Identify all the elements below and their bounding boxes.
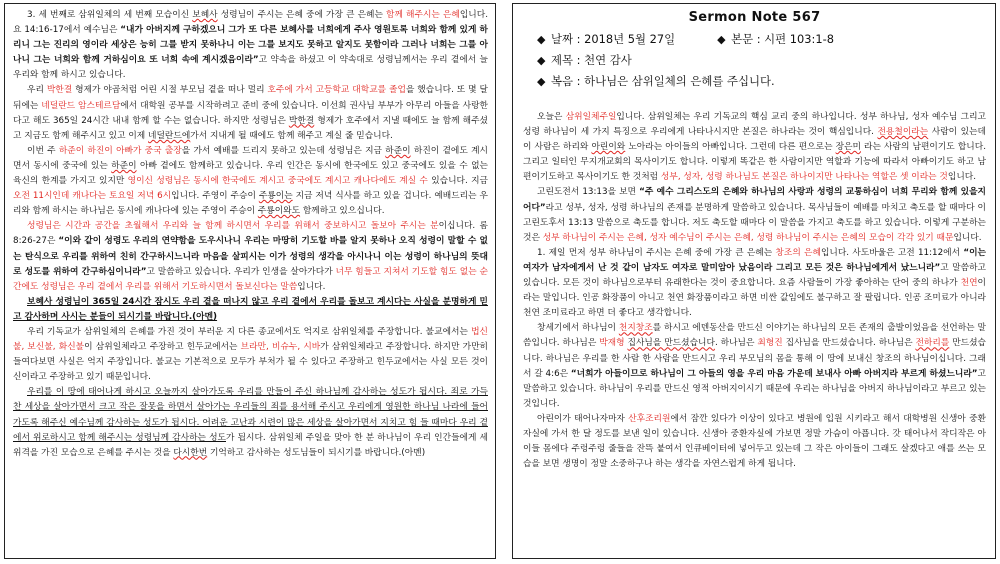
text-run: 이 삼위일체라고 주장하고 힌두교에서는 xyxy=(84,342,241,353)
text-run: 입니다. 사도바울은 고전 11:12에서 xyxy=(820,247,964,258)
sermon-paragraph xyxy=(523,185,986,245)
text-run: 3. 세 번째로 삼위일체의 세 번째 모습이신 xyxy=(27,10,193,20)
text-run: “내가 아버지께 구하겠으니 그가 또 다른 보혜사를 너희에게 주사 영원토록 너희와 함께 있게 하리니 그는 진리의 영이라 세상은 능히 그를 받지 못하나니 이는 그를 보지도 못하고 알지도 못함이라 그러나 너희는 그를 아나니 그는 너희와 함께 거하심이요 또 너희 속에 계시겠음이라” xyxy=(13,25,488,66)
sermon-page-left xyxy=(4,3,496,559)
text-run: 를 하시고 에덴동산을 만드신 이야기는 하나님의 모든 존재의 출발이었음을 선언하는 말씀입니다. 하나님은 xyxy=(523,323,986,349)
text-run: 입니다. xyxy=(953,232,982,243)
text-run: 입니다. 요 14:16-17에서 예수님은 xyxy=(13,10,488,36)
diamond-bullet-icon: ◆ xyxy=(717,33,726,46)
text-run: 형제가 야곱처럼 어린 시절 부모님 곁을 떠나 멀리 xyxy=(72,85,268,96)
text-run: 이번 주 xyxy=(27,145,59,156)
text-run: 함께하고 있으십니다. xyxy=(300,206,385,217)
text-run: 형제가 호주에서 지낼 때에도 늘 함께 해주셨고 지금도 함께 해주시고 있고 이제 xyxy=(13,115,488,141)
text-run: 에서 대학원 공부를 시작하려고 준비 중에 있습니다. 이선희 권사님 부부가 아무리 아들을 사랑한다고 해도 365일 24시간 내내 함께 할 수는 없습니다. 하지만 성령님은 xyxy=(13,100,488,126)
text-run: 을 했습니다. 또 몇 달 뒤에는 xyxy=(13,85,488,111)
text-run: 보혜사 성령님이 365일 24시간 잠시도 우리 곁을 떠나지 않고 우리 곁에서 우리를 돌보고 계시다는 사실을 분명하게 믿고 감사하며 사시는 분들이 되시기를 바랍니다.(아멘) xyxy=(13,296,488,322)
text-run: 성령님은 시간과 공간을 초월해서 우리와 늘 함께 하시면서 우리를 위해서 중보하시고 돌보아 주시는 분 xyxy=(27,221,439,232)
text-run: 집사님을 만드셨습니다 xyxy=(627,338,715,349)
text-run: 하준이 하진이 아빠가 중국 출장 xyxy=(58,145,182,156)
text-run: 있습니다. 지금 xyxy=(427,176,488,187)
sermon-body-right xyxy=(523,110,986,472)
sermon-paragraph xyxy=(13,8,488,83)
diamond-bullet-icon: ◆ xyxy=(537,75,546,88)
text-run: 주룡이는 xyxy=(258,191,293,202)
diamond-bullet-icon: ◆ xyxy=(537,54,546,67)
text-run: “주 예수 그리스도의 은혜와 하나님의 사랑과 성령의 교통하심이 너희 무리와 함께 있을지어다” xyxy=(523,187,986,213)
text-run: 우리 xyxy=(27,85,47,96)
sermon-paragraph xyxy=(523,321,986,412)
sermon-paragraph xyxy=(523,412,986,472)
text-run: 최형진 xyxy=(757,338,783,349)
text-run: 고린도전서 13:13을 보면 xyxy=(537,187,640,198)
text-run: 입니다. 주영이 주승이 xyxy=(171,191,259,202)
text-run: 을 가서 예배를 드리지 못하고 있는데 성령님은 지금 xyxy=(181,145,386,156)
text-run: “너희가 아들이므로 하나님이 그 아들의 영을 우리 마음 가운데 보내사 아빠 아버지라 부르게 하셨느니라” xyxy=(570,368,978,379)
sermon-paragraph xyxy=(13,83,488,143)
sermon-paragraph xyxy=(13,219,488,294)
text-run: 삼위일체주일 xyxy=(565,112,617,122)
text-run: 산후조리원 xyxy=(628,413,671,424)
text-run: 집사님을 만드셨습니다. 하나님은 xyxy=(782,338,916,349)
text-run: 법신불, 보신불, 화신불 xyxy=(13,326,488,353)
text-run: 브라만, 비슈누, 시바 xyxy=(240,342,321,353)
text-run: 창조의 은혜 xyxy=(775,247,821,258)
text-run: 우리 기독교가 삼위일체의 은혜를 가진 것이 부러운 지 다른 종교에서도 억지로 삼위일체를 주장합니다. 불교에서는 xyxy=(27,326,472,337)
text-run: 아린이와 xyxy=(591,142,626,153)
sermon-body-left xyxy=(13,8,488,461)
text-run: 가 됩시다. 삼위일체 주일을 맞아 한 분 하나님이 우리 인간들에게 세 위격을 가진 모습으로 은혜를 주시는 것을 xyxy=(13,432,488,458)
diamond-bullet-icon: ◆ xyxy=(537,33,546,46)
text-run: 사람이 있는데 이 사람은 하리와 xyxy=(523,127,986,153)
text-run: 성부 하나님이 주시는 은혜, 성자 예수님이 주시는 은혜, 성령 하나님이 주시는 은혜의 모습이 각각 있기 때문 xyxy=(542,232,954,243)
text-run: 라고 성부, 성자, 성령 하나님의 존재를 분명하게 말씀하고 있습니다. 목사님들이 예배를 마치고 축도를 할 때마다 이 고린도후서 13:13 말씀으로 축도를 합니다. 저도 축도할 때마다 이 말씀을 가지고 축도를 하고 있습니다. 이렇게 구분하는 것은 xyxy=(523,202,986,243)
text-run: 영이신 성령님은 동시에 한국에도 계시고 중국에도 계시고 캐나다에도 계실 수 xyxy=(127,176,428,187)
sermon-title: Sermon Note 567 xyxy=(688,10,821,25)
text-run: 너무 힘들고 지쳐서 기도할 힘도 없는 순간에도 성령님은 우리 곁에서 우리를 위해서 기도하시면서 돌보신다는 말씀 xyxy=(13,266,488,292)
text-run: 박한결 xyxy=(288,115,315,126)
sermon-meta-row-1 xyxy=(537,29,986,50)
sermon-paragraph xyxy=(13,385,488,460)
text-run: 이라는 말입니다. 인공 화장품이 아니고 천연 화장품이라고 하면 비싼 값임에도 불구하고 잘 팔립니다. 인공 조미료가 아니라 천연 조미료라고 하면 더 좋다고 생각합니다. xyxy=(523,278,986,319)
sermon-meta-row-3 xyxy=(537,71,986,92)
text-run: 고 말씀하고 있습니다. 모든 것이 하나님으로부터 유래한다는 것이 중요합니다. 요즘 사람들이 가장 좋아하는 단어 중의 하나가 xyxy=(523,262,986,289)
text-run: 네덜란드 암스테르담 xyxy=(41,100,121,111)
text-run: 고 약속을 하셨고 이 약속대로 성령님께서는 우리 곁에서 늘 우리와 함께 하시고 있습니다. xyxy=(13,55,488,81)
text-run: 하준이 xyxy=(385,145,411,156)
text-run: 우리를 이 땅에 태어나게 하시고 오늘까지 살아가도록 우리를 만들어 주신 하나님께 감사하는 성도가 됩시다. 죄로 가득 찬 세상을 살아가면서 크고 작은 잘못을 하면서 살아가는 우리들의 죄를 용서해 주시고 우리에게 영원한 하나님 나라에 들어가도록 해주신 예수님께 감사하는 성도가 됩시다. 어려운 고난과 시련이 많은 세상을 살아가면서 지치고 힘 들 때마다 우리 곁에서 위로하시고 함께 해주시는 성령님께 감사하는 성도 xyxy=(13,387,488,443)
text-run: 전하리를 xyxy=(915,338,950,349)
text-run: 창세기에서 하나님이 xyxy=(537,323,619,334)
sermon-gospel: 복음 : 하나님은 삼위일체의 은혜를 주십니다. xyxy=(551,74,775,88)
text-run: 1. 제일 먼저 성부 하나님이 주시는 은혜 중에 가장 큰 은혜는 xyxy=(537,247,776,258)
sermon-paragraph xyxy=(523,246,986,321)
text-run: 아린이가 태어나자마자 xyxy=(537,413,629,424)
text-run: 가 삼위일체라고 주장합니다. 하지만 가만히 들여다보면 사실은 억지 주장입니다. 불교는 기본적으로 모두가 부처가 될 수 있다고 주장하고 힌두교에서는 사실 모든 것이 신이라고 주장하고 있기 때문입니다. xyxy=(13,342,488,383)
text-run: 천연 xyxy=(960,278,978,289)
text-run: 노아라는 아이들의 아빠입니다. 그런데 다른 편으로는 xyxy=(625,142,836,153)
text-run: 오늘은 xyxy=(537,112,566,122)
sermon-date: 날짜 : 2018년 5월 27일 xyxy=(551,32,676,46)
text-run: . 하나님은 xyxy=(714,338,758,349)
text-run: “이는 여자가 남자에게서 난 것 같이 남자도 여자로 말미암아 났음이라 그리고 모든 것은 하나님에게서 났느니라” xyxy=(523,247,986,273)
text-run: 입니다. 삼위일체는 우리 기독교의 핵심 교리 중의 하나입니다. 성부 하나님, 성자 예수님 그리고 성령 하나님이 세 가지 특징으로 우리에게 나타나시지만 본질은 하나라는 것이 핵심입니다. xyxy=(523,112,986,138)
text-run: 가서 지내게 될 때에도 함께 해주고 계실 줄 믿습니다. xyxy=(190,130,393,141)
sermon-page-right xyxy=(512,3,996,559)
text-run: 천지창조 xyxy=(618,323,653,334)
sermon-paragraph xyxy=(13,295,488,325)
text-run: 에서 잠깐 있다가 이상이 있다고 병원에 입원 시키라고 해서 대학병원 신생아 중환자실에 가서 한 달 정도를 보낸 일이 있습니다. 신생아 중환자실에 가보면 정말 가슴이 아픕니다. 갓 태어나서 작디작은 아이들 몸에다 주렁주렁 줄들을 잔뜩 붙여서 인큐베이터에 넣어두고 있는데 그 작은 아이들이 그래도 살겠다고 애를 쓰는 모습을 보면 생명이 정말 소중하구나 하는 생각을 자연스럽게 하게 됩니다. xyxy=(523,413,986,470)
text-run: 이십니다. 롬 8:26-27은 xyxy=(13,221,488,247)
text-run: 전용철이라는 xyxy=(877,127,929,138)
text-run: 보혜사 xyxy=(192,10,218,20)
text-run: 주룡이와도 xyxy=(257,206,301,217)
sermon-scripture: 본문 : 시편 103:1-8 xyxy=(731,32,834,46)
sermon-meta-row-2 xyxy=(537,50,986,71)
text-run: 하준이 xyxy=(111,160,137,171)
text-run: 성부, 성자, 성령 하나님도 본질은 하나이지만 나타나는 역할은 셋 이라는 것 xyxy=(660,172,948,183)
text-run: 고 말씀하고 있습니다. 우리가 인생을 살아가다가 xyxy=(146,266,336,277)
sermon-paragraph xyxy=(13,144,488,219)
text-run: 함께 해주시는 은혜 xyxy=(386,10,460,20)
text-run: 하진이 곁에도 계시면서 동시에 중국에 있는 xyxy=(13,145,488,171)
sermon-paragraph xyxy=(13,325,488,385)
text-run: 오전 11시인데 캐나다는 토요일 저녁 6시 xyxy=(13,191,172,202)
text-run: 성령님이 주시는 은혜 중에 가장 큰 은혜는 xyxy=(217,10,387,20)
text-run: 만드셨습니다. 하나님은 우리를 한 사람 한 사람을 만드시고 우리 부모님의 몸을 통해 이 땅에 보내신 창조의 하나님이십니다. 그래서 갈 4:6은 xyxy=(523,338,986,379)
text-run: 다시한번 xyxy=(173,447,208,458)
text-run: 네덜란드에 xyxy=(148,130,191,141)
sermon-paragraph xyxy=(523,110,986,185)
text-run: “이와 같이 성령도 우리의 연약함을 도우시나니 우리는 마땅히 기도할 바를 알지 못하나 오직 성령이 말할 수 없는 탄식으로 우리를 위하여 친히 간구하시느니라 마음을 살피시는 이가 성령의 생각을 아시나니 이는 성령이 하나님의 뜻대로 성도를 위하여 간구하심이니라” xyxy=(13,236,488,277)
text-run: 고 말씀하고 있습니다. 하나님이 우리를 만드신 영적 아버지이시기 때문에 우리는 하나님을 아버지 하나님이라고 부르고 있는 것입니다. xyxy=(523,368,986,409)
text-run: 기억하고 감사하는 성도님들이 되시기를 바랍니다.(아멘) xyxy=(207,447,426,458)
text-run: 라는 사람의 남편이기도 합니다. 그리고 일터인 무지개교회의 목사이기도 합니다. 이렇게 똑같은 한 사람이지만 역할과 기능에 따라서 아빠이기도 하고 남편이기도하고 목사이기도 한 것처럼 xyxy=(523,142,986,183)
text-run: 입니다. xyxy=(947,172,977,183)
sermon-theme: 제목 : 천연 감사 xyxy=(551,53,632,67)
text-run: 장은미 xyxy=(835,142,861,153)
text-run: 지금 저녁 식사를 하고 있을 겁니다. 예배드리는 우리와 함께 하시는 하나님은 동시에 캐나다에 있는 주영이 주승이 xyxy=(13,191,488,217)
text-run: 박재형 xyxy=(599,338,625,349)
text-run: 호주에 가서 고등학교 대학교를 졸업 xyxy=(267,85,406,96)
text-run: 입니다. xyxy=(297,281,326,292)
text-run: 박한결 xyxy=(46,85,73,96)
text-run: 아빠 곁에도 함께하고 있습니다. 우리 인간은 동시에 한국에도 있고 중국에도 있을 수 없는 육신의 한계를 가지고 있지만 xyxy=(13,160,488,187)
